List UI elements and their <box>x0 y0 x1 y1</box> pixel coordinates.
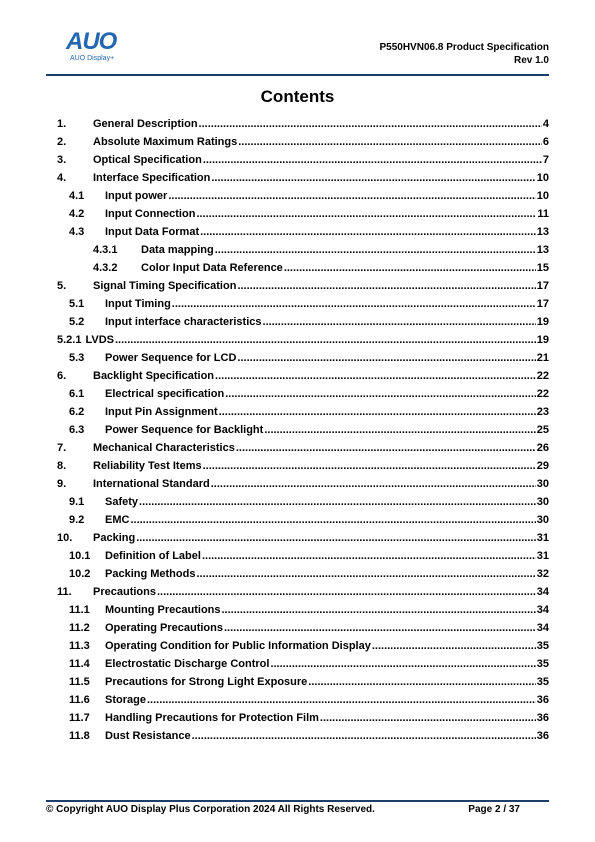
toc-entry-title: Input Timing <box>105 298 171 310</box>
toc-leader-dots <box>219 403 536 421</box>
toc-leader-dots <box>157 583 536 601</box>
toc-entry-title: LVDS <box>85 334 114 346</box>
copyright-text: © Copyright AUO Display Plus Corporation 2024 All Rights Reserved. <box>46 804 375 815</box>
toc-entry-page: 34 <box>536 604 549 616</box>
toc-leader-dots <box>203 457 536 475</box>
page-number: Page 2 / 37 <box>468 804 520 815</box>
toc-entry-title: Input Connection <box>105 208 196 220</box>
toc-leader-dots <box>203 151 542 169</box>
toc-leader-dots <box>196 205 536 223</box>
toc-entry[interactable] <box>69 655 549 673</box>
toc-entry-title: EMC <box>105 514 130 526</box>
toc-entry-number: 9.1 <box>69 496 85 508</box>
toc-entry-number: 9. <box>57 478 67 490</box>
toc-entry-number: 5.1 <box>69 298 85 310</box>
toc-entry-page: 32 <box>536 568 549 580</box>
toc-entry[interactable] <box>93 241 549 259</box>
toc-entry[interactable] <box>69 565 549 583</box>
toc-leader-dots <box>237 349 535 367</box>
toc-entry-page: 25 <box>536 424 549 436</box>
toc-entry-number: 5.2 <box>69 316 85 328</box>
toc-leader-dots <box>222 601 536 619</box>
toc-entry[interactable] <box>69 313 549 331</box>
toc-entry-page: 26 <box>536 442 549 454</box>
toc-entry-page: 31 <box>536 550 549 562</box>
toc-entry-number: 6. <box>57 370 67 382</box>
toc-leader-dots <box>168 187 535 205</box>
toc-entry[interactable] <box>57 583 549 601</box>
toc-entry-page: 22 <box>536 388 549 400</box>
toc-entry[interactable] <box>57 151 549 169</box>
toc-entry-title: Input Pin Assignment <box>105 406 218 418</box>
toc-leader-dots <box>372 637 536 655</box>
toc-entry-number: 6.2 <box>69 406 85 418</box>
toc-entry[interactable] <box>93 259 549 277</box>
toc-leader-dots <box>215 367 536 385</box>
toc-entry-number: 4.2 <box>69 208 85 220</box>
toc-entry-title: Mechanical Characteristics <box>93 442 235 454</box>
toc-entry-title: Power Sequence for Backlight <box>105 424 264 436</box>
toc-entry-title: Power Sequence for LCD <box>105 352 237 364</box>
toc-entry-number: 4.3 <box>69 226 85 238</box>
toc-entry[interactable] <box>69 691 549 709</box>
toc-entry[interactable] <box>69 619 549 637</box>
company-logo <box>66 30 130 66</box>
toc-entry[interactable] <box>57 133 549 151</box>
toc-entry[interactable] <box>69 493 549 511</box>
toc-entry-title: Dust Resistance <box>105 730 191 742</box>
toc-entry[interactable] <box>69 421 549 439</box>
toc-leader-dots <box>200 223 536 241</box>
toc-entry[interactable] <box>69 511 549 529</box>
toc-entry[interactable] <box>69 223 549 241</box>
toc-entry-page: 19 <box>536 316 549 328</box>
toc-entry-number: 4.1 <box>69 190 85 202</box>
toc-entry-number: 11.6 <box>69 694 90 706</box>
toc-entry-title: Color Input Data Reference <box>141 262 283 274</box>
toc-entry-page: 17 <box>536 298 549 310</box>
toc-leader-dots <box>211 169 535 187</box>
toc-entry[interactable] <box>69 295 549 313</box>
toc-entry-number: 10. <box>57 532 73 544</box>
header-info <box>379 42 549 67</box>
toc-entry-title: Safety <box>105 496 139 508</box>
toc-entry[interactable] <box>69 709 549 727</box>
toc-leader-dots <box>136 529 536 547</box>
toc-leader-dots <box>211 475 536 493</box>
toc-entry-number: 5.2.1 <box>57 334 82 346</box>
toc-leader-dots <box>225 385 536 403</box>
toc-entry[interactable] <box>57 529 549 547</box>
toc-entry-number: 1. <box>57 118 67 130</box>
revision: Rev 1.0 <box>513 54 549 66</box>
toc-entry-number: 11.4 <box>69 658 90 670</box>
toc-entry-title: Electrical specification <box>105 388 225 400</box>
toc-entry-page: 13 <box>536 226 549 238</box>
toc-leader-dots <box>236 439 536 457</box>
toc-entry-number: 3. <box>57 154 67 166</box>
toc-entry-page: 30 <box>536 496 549 508</box>
toc-entry[interactable] <box>57 331 549 349</box>
toc-leader-dots <box>147 691 536 709</box>
toc-entry-page: 36 <box>536 730 549 742</box>
toc-entry-title: Packing Methods <box>105 568 196 580</box>
toc-entry-number: 5. <box>57 280 67 292</box>
toc-entry-title: Data mapping <box>141 244 214 256</box>
toc-entry[interactable] <box>69 403 549 421</box>
toc-entry-page: 35 <box>536 640 549 652</box>
toc-entry-number: 4. <box>57 172 67 184</box>
toc-entry-page: 30 <box>536 478 549 490</box>
toc-entry-number: 4.3.2 <box>93 262 118 274</box>
toc-entry-number: 5.3 <box>69 352 85 364</box>
toc-entry-number: 11.5 <box>69 676 90 688</box>
toc-entry-page: 34 <box>536 622 549 634</box>
toc-entry-page: 21 <box>536 352 549 364</box>
toc-leader-dots <box>202 547 536 565</box>
toc-entry[interactable] <box>69 673 549 691</box>
toc-entry-title: Packing <box>93 532 136 544</box>
toc-entry-title: Interface Specification <box>93 172 211 184</box>
footer-divider <box>46 800 549 802</box>
toc-entry[interactable] <box>69 637 549 655</box>
logo-subtext: AUO Display+ <box>70 55 115 62</box>
toc-entry-title: Precautions <box>93 586 156 598</box>
toc-leader-dots <box>139 493 536 511</box>
toc-leader-dots <box>264 421 535 439</box>
toc-entry[interactable] <box>69 385 549 403</box>
toc-entry-title: Operating Precautions <box>105 622 223 634</box>
toc-leader-dots <box>270 655 535 673</box>
page-title: Contents <box>260 87 335 106</box>
toc-entry-page: 34 <box>536 586 549 598</box>
toc-entry-title: Definition of Label <box>105 550 201 562</box>
toc-entry-title: Mounting Precautions <box>105 604 221 616</box>
toc-entry-title: International Standard <box>93 478 210 490</box>
toc-entry-number: 11.3 <box>69 640 90 652</box>
toc-entry-page: 36 <box>536 694 549 706</box>
toc-entry[interactable] <box>57 457 549 475</box>
toc-entry-page: 30 <box>536 514 549 526</box>
toc-entry[interactable] <box>57 169 549 187</box>
toc-entry-page: 29 <box>536 460 549 472</box>
toc-entry[interactable] <box>69 601 549 619</box>
toc-leader-dots <box>130 511 535 529</box>
toc-entry[interactable] <box>69 349 549 367</box>
toc-entry-title: Handling Precautions for Protection Film <box>105 712 319 724</box>
toc-entry[interactable] <box>57 475 549 493</box>
toc-entry-page: 10 <box>536 190 549 202</box>
toc-leader-dots <box>192 727 536 745</box>
toc-entry-page: 15 <box>536 262 549 274</box>
toc-entry-page: 31 <box>536 532 549 544</box>
toc-leader-dots <box>237 277 535 295</box>
toc-entry-title: Backlight Specification <box>93 370 215 382</box>
toc-entry-number: 11.2 <box>69 622 90 634</box>
toc-entry-page: 10 <box>536 172 549 184</box>
toc-leader-dots <box>199 115 542 133</box>
logo-text: AUO <box>66 28 117 55</box>
toc-entry-page: 13 <box>536 244 549 256</box>
toc-entry-title: Input Data Format <box>105 226 200 238</box>
toc-entry[interactable] <box>57 115 549 133</box>
toc-entry-page: 4 <box>542 118 549 130</box>
toc-entry[interactable] <box>57 439 549 457</box>
toc-entry[interactable] <box>57 277 549 295</box>
toc-entry-page: 6 <box>542 136 549 148</box>
toc-leader-dots <box>172 295 536 313</box>
toc-entry-number: 7. <box>57 442 67 454</box>
toc-entry[interactable] <box>69 205 549 223</box>
doc-title: P550HVN06.8 Product Specification <box>379 42 549 53</box>
toc-entry-title: Input interface characteristics <box>105 316 262 328</box>
toc-entry-page: 35 <box>536 658 549 670</box>
toc-entry-title: Input power <box>105 190 168 202</box>
toc-entry-number: 8. <box>57 460 67 472</box>
header-divider <box>46 74 549 76</box>
toc-entry-page: 36 <box>536 712 549 724</box>
toc-entry-title: Optical Specification <box>93 154 202 166</box>
toc-entry-title: General Description <box>93 118 198 130</box>
toc-entry-number: 11.7 <box>69 712 90 724</box>
toc-entry-number: 2. <box>57 136 67 148</box>
toc-leader-dots <box>308 673 535 691</box>
toc-entry-page: 11 <box>537 208 549 220</box>
toc-entry-number: 6.1 <box>69 388 85 400</box>
toc-entry-title: Electrostatic Discharge Control <box>105 658 270 670</box>
toc-leader-dots <box>196 565 535 583</box>
toc-entry-number: 10.1 <box>69 550 91 562</box>
toc-leader-dots <box>284 259 536 277</box>
toc-entry-page: 19 <box>536 334 549 346</box>
toc-entry-number: 11.8 <box>69 730 90 742</box>
toc-entry[interactable] <box>69 547 549 565</box>
toc-entry-number: 4.3.1 <box>93 244 118 256</box>
toc-entry-page: 17 <box>536 280 549 292</box>
toc-entry[interactable] <box>69 727 549 745</box>
toc-leader-dots <box>320 709 536 727</box>
toc-leader-dots <box>263 313 536 331</box>
toc-entry-page: 23 <box>536 406 549 418</box>
toc-leader-dots <box>224 619 536 637</box>
toc-entry-page: 22 <box>536 370 549 382</box>
toc-entry-title: Signal Timing Specification <box>93 280 237 292</box>
toc-leader-dots <box>115 331 536 349</box>
toc-entry-title: Operating Condition for Public Information Display <box>105 640 371 652</box>
toc-entry-title: Absolute Maximum Ratings <box>93 136 238 148</box>
toc-leader-dots <box>238 133 542 151</box>
toc-entry-number: 11.1 <box>69 604 90 616</box>
toc-entry[interactable] <box>69 187 549 205</box>
toc-leader-dots <box>215 241 536 259</box>
toc-entry-number: 6.3 <box>69 424 85 436</box>
toc-entry-page: 7 <box>542 154 549 166</box>
toc-entry[interactable] <box>57 367 549 385</box>
toc-entry-number: 10.2 <box>69 568 91 580</box>
toc-entry-title: Storage <box>105 694 146 706</box>
toc-entry-title: Reliability Test Items <box>93 460 202 472</box>
toc-entry-number: 11. <box>57 586 72 598</box>
toc-entry-title: Precautions for Strong Light Exposure <box>105 676 308 688</box>
toc-entry-page: 35 <box>536 676 549 688</box>
toc-entry-number: 9.2 <box>69 514 85 526</box>
